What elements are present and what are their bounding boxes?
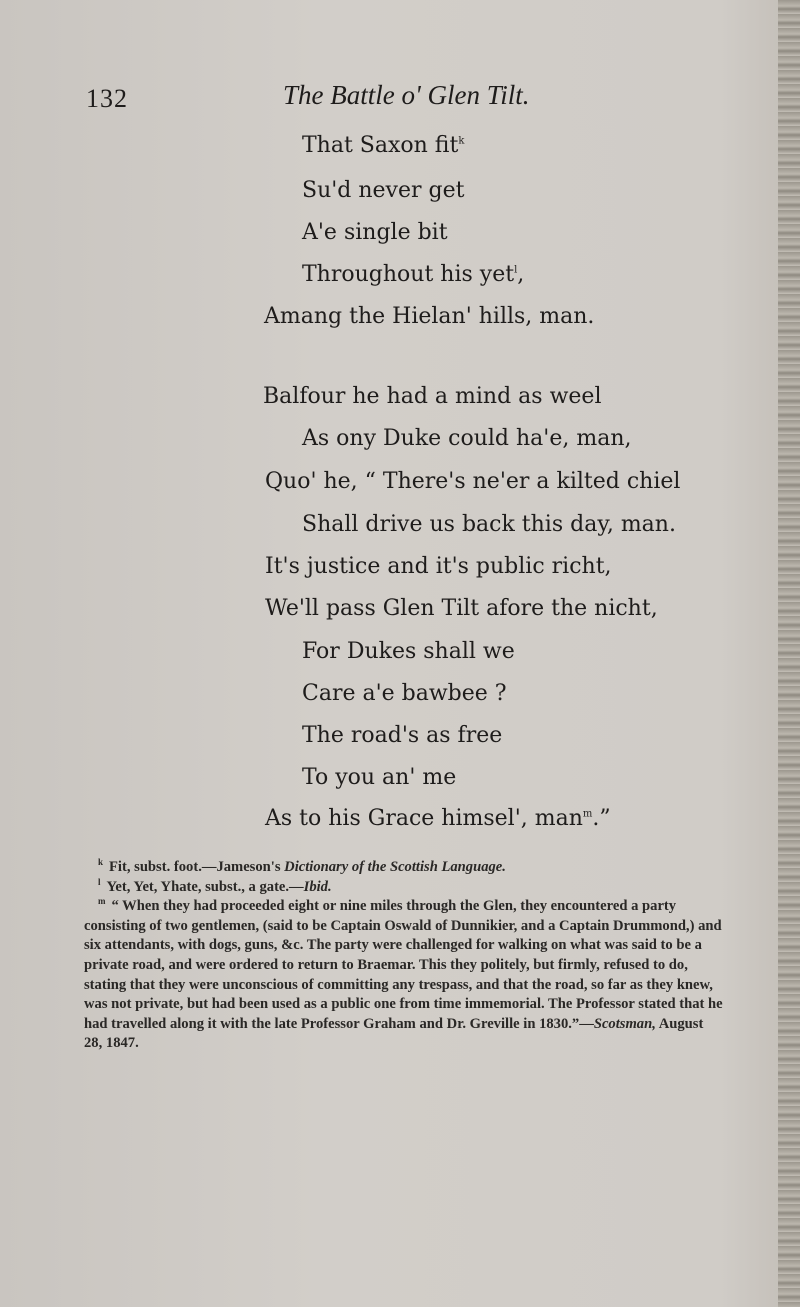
poem-line: We'll pass Glen Tilt afore the nicht,: [265, 596, 658, 621]
page-number: 132: [86, 84, 128, 113]
poem-line: For Dukes shall we: [302, 639, 515, 664]
poem-line: Care a'e bawbee ?: [302, 681, 507, 706]
footnote-ref: k: [458, 135, 465, 147]
poem-line: It's justice and it's public richt,: [265, 554, 612, 579]
poem-line: A'e single bit: [302, 220, 448, 245]
poem-line: Balfour he had a mind as weel: [263, 384, 602, 409]
poem-line: Su'd never get: [302, 178, 465, 203]
poem-line: To you an' me: [302, 765, 457, 790]
running-title: The Battle o' Glen Tilt.: [283, 80, 530, 110]
footnote-ref: l: [514, 264, 518, 276]
poem-line: The road's as free: [302, 723, 503, 748]
poem-line: Throughout his yet$^l$,: [302, 262, 525, 287]
footnote-m: $^m$ “ When they had proceeded eight or nine miles through the Glen, they encountered a party consisting of two gentlemen, (said to be Captain Oswald of Dunnikier, and a Captain Drummond,) and six attendants, with dogs, guns, &c. The party were challenged for walking on what was said to be a private road, and were ordered to return to Braemar. This they politely, but firmly, refused to do, stating that they were unconscious of committing any trespass, and that the road, so far as they knew, was not private, but had been used as a public one from time immemorial. The Professor stated that he had travelled along it with the late Professor Graham and Dr. Greville in 1830.”—Scotsman, August 28, 1847.: [84, 896, 723, 1052]
poem-line: As to his Grace himsel', man$^m$.”: [265, 806, 611, 831]
poem-line: Shall drive us back this day, man.: [302, 512, 676, 537]
poem-line: That Saxon fit$^k$: [302, 133, 465, 158]
poem-line: Quo' he, “ There's ne'er a kilted chiel: [265, 469, 681, 494]
poem-line: Amang the Hielan' hills, man.: [264, 304, 595, 329]
page-edge-shadow: [778, 0, 800, 1307]
footnote-l: $^l$ Yet, Yet, Yhate, subst., a gate.—Ibid.: [98, 876, 332, 895]
footnotes: [84, 858, 724, 1054]
footnote-ref: m: [582, 808, 593, 820]
poem-line: As ony Duke could ha'e, man,: [302, 426, 632, 451]
footnote-k: $^k$ Fit, subst. foot.—Jameson's Dictionary of the Scottish Language.: [98, 857, 506, 875]
